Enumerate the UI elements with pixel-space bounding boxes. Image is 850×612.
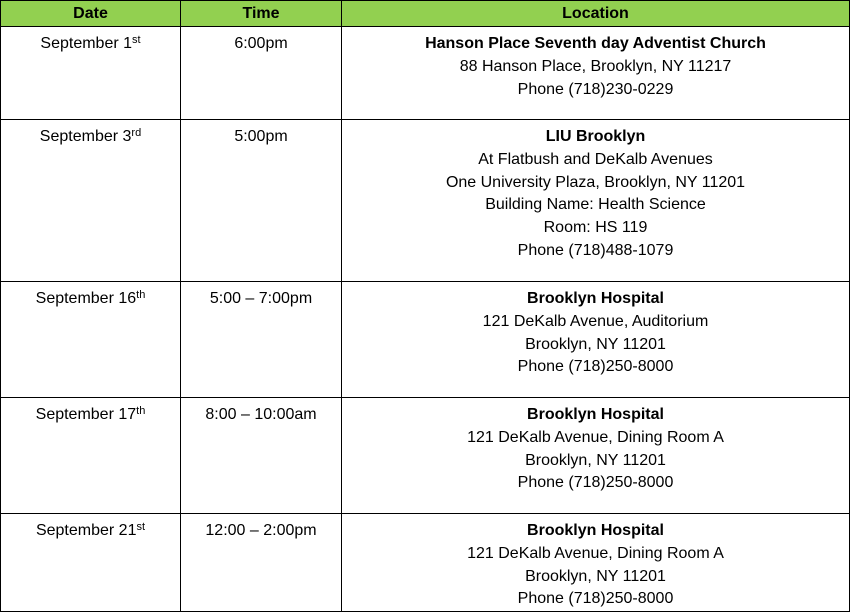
location-cell: [342, 514, 850, 612]
time-cell: 8:00 – 10:00am: [181, 398, 342, 514]
time-cell: 12:00 – 2:00pm: [181, 514, 342, 612]
table-row: [1, 514, 850, 612]
table-header: [1, 1, 850, 27]
date-suffix: th: [136, 405, 146, 417]
table-row: [1, 398, 850, 514]
location-line: Building Name: Health Science: [485, 196, 706, 214]
location-phone: Phone (718)250-8000: [517, 474, 674, 492]
date-text: September 16: [35, 290, 137, 307]
location-line: 121 DeKalb Avenue, Dining Room A: [467, 428, 724, 446]
location-cell: [342, 120, 850, 282]
time-cell: 5:00pm: [181, 120, 342, 282]
location-name: Brooklyn Hospital: [527, 406, 664, 423]
location-cell: [342, 27, 850, 120]
location-phone: Phone (718)250-8000: [517, 358, 674, 376]
location-phone: Phone (718)230-0229: [517, 80, 674, 98]
date-suffix: st: [132, 34, 141, 46]
date-text: September 3: [39, 128, 132, 145]
date-text: September 21: [35, 522, 137, 539]
table-row: [1, 27, 850, 120]
date-cell: [1, 282, 181, 398]
location-phone: Phone (718)488-1079: [517, 241, 674, 259]
header-location: Location: [342, 1, 850, 27]
location-line: One University Plaza, Brooklyn, NY 11201: [445, 173, 746, 191]
location-phone: Phone (718)250-8000: [517, 590, 674, 608]
location-cell: [342, 398, 850, 514]
header-time: Time: [181, 1, 342, 27]
header-date: Date: [1, 1, 181, 27]
date-suffix: rd: [131, 127, 142, 139]
table-row: [1, 282, 850, 398]
location-line: 88 Hanson Place, Brooklyn, NY 11217: [459, 57, 732, 75]
location-line: Brooklyn, NY 11201: [525, 335, 666, 353]
date-suffix: st: [136, 521, 146, 533]
location-line: Room: HS 119: [543, 219, 648, 237]
date-cell: [1, 398, 181, 514]
date-suffix: th: [136, 289, 146, 301]
date-text: September 1: [40, 35, 133, 52]
location-line: Brooklyn, NY 11201: [525, 567, 666, 585]
date-cell: [1, 120, 181, 282]
date-cell: [1, 514, 181, 612]
location-name: Hanson Place Seventh day Adventist Church: [425, 35, 766, 52]
table-row: [1, 120, 850, 282]
header-row: [1, 1, 850, 27]
location-cell: [342, 282, 850, 398]
location-name: Brooklyn Hospital: [527, 522, 664, 539]
location-name: Brooklyn Hospital: [527, 290, 664, 307]
time-cell: 5:00 – 7:00pm: [181, 282, 342, 398]
date-text: September 17: [35, 406, 137, 423]
date-cell: [1, 27, 181, 120]
location-line: 121 DeKalb Avenue, Dining Room A: [467, 544, 724, 562]
time-cell: 6:00pm: [181, 27, 342, 120]
location-line: Brooklyn, NY 11201: [525, 451, 666, 469]
location-name: LIU Brooklyn: [545, 128, 646, 145]
table-body: [1, 27, 850, 612]
location-line: At Flatbush and DeKalb Avenues: [478, 150, 713, 168]
location-line: 121 DeKalb Avenue, Auditorium: [482, 312, 709, 330]
